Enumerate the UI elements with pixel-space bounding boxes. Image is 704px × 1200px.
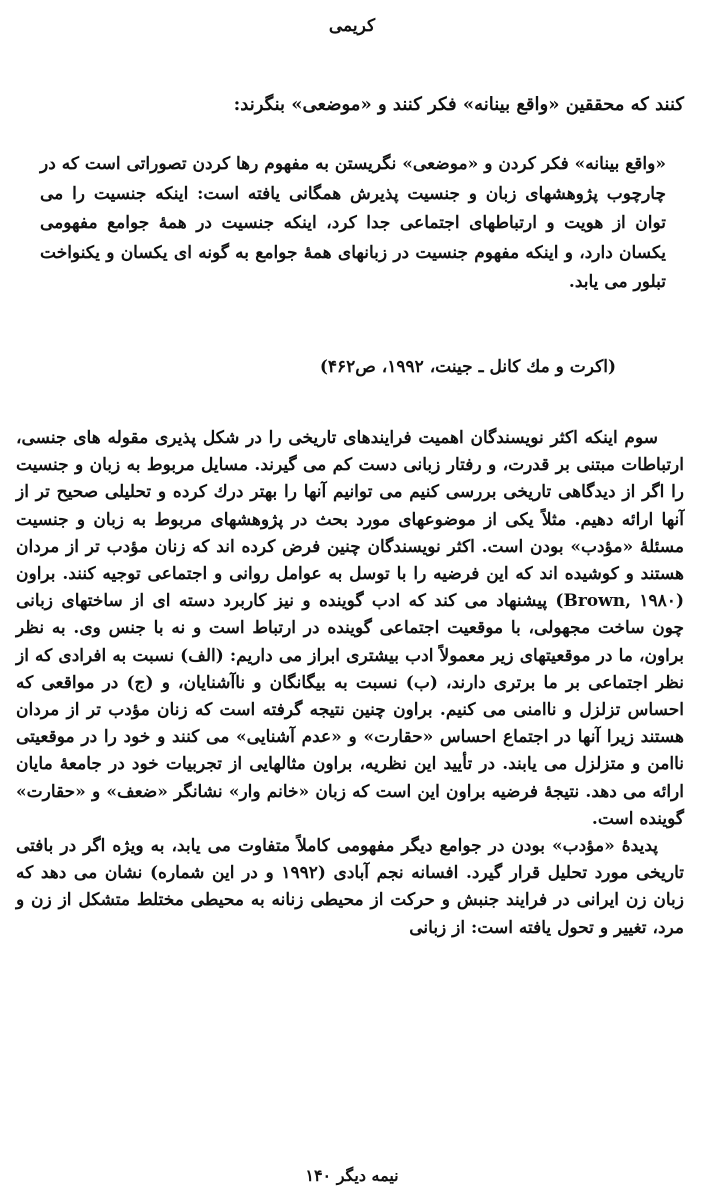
body-text — [16, 425, 684, 942]
intro-line: کنند که محققین «واقع بینانه» فکر کنند و «موضعی» بنگرند: — [233, 94, 684, 115]
paragraph: سوم اینکه اکثر نویسندگان اهمیت فرایندهای تاریخی را در شکل پذیری مقوله های جنسی، ارتباطات مبتنی بر قدرت، و رفتار زبانی دست کم می گیرند. مسایل مربوط به زبان و جنسیت را اگر از دیدگاهی تاریخی بررسی کنیم می توانیم آنها را بهتر درك کرده و تحلیلی صحیح تر از آنها ارائه دهیم. مثلاً یکی از موضوعهای مورد بحث در پژوهشهای مربوط به زبان و جنسیت مسئلهٔ «مؤدب» بودن است. اکثر نویسندگان چنین فرض کرده اند که زنان مؤدب تر از مردان هستند و کوشیده اند که این فرضیه را با توسل به عوامل روانی و اجتماعی توجیه کنند. براون (Brown, ۱۹۸۰) پیشنهاد می کند که ادب گوینده و نیز کاربرد دسته ای از ساختهای زبانی چون ساخت مجهولی، با موقعیت اجتماعی گوینده در ارتباط است و نه با جنس وی. به نظر براون، ما در موقعیتهای زیر معمولاً ادب بیشتری ابراز می داریم: (الف) نسبت به افرادی که از نظر اجتماعی بر ما برتری دارند، (ب) نسبت به بیگانگان و ناآشنایان، و (ج) در مواقعی که احساس تزلزل و ناامنی می کنیم. براون چنین نتیجه گرفته است که زنان مؤدب تر از مردان هستند زیرا آنها در اجتماع احساس «حقارت» و «عدم آشنایی» می کنند و خود را در موقعیتی ناامن و متزلزل می یابند. در تأیید این نظریه، براون مثالهایی از تجربیات خود در جامعهٔ مایان ارائه می دهد. نتیجهٔ فرضیه براون این است که زبان «خانم وار» نشانگر «ضعف» و «حقارت» گوینده است. — [16, 428, 684, 829]
page-footer: نیمه دیگر ۱۴۰ — [305, 1166, 399, 1185]
running-head: کریمی — [328, 16, 376, 36]
paragraph: پدیدهٔ «مؤدب» بودن در جوامع دیگر مفهومی کاملاً متفاوت می یابد، به ویژه اگر در بافتی تاریخی مورد تحلیل قرار گیرد. افسانه نجم آبادی (۱۹۹۲ و در این شماره) نشان می دهد که زبان زن ایرانی در فرایند جنبش و حرکت از محیطی زنانه به محیطی مختلط متشکل از زن و مرد، تغییر و تحول یافته است: از زبانی — [16, 836, 684, 938]
block-quote: «واقع بینانه» فکر کردن و «موضعی» نگریستن به مفهوم رها کردن تصوراتی است که در چارچوب پژوهشهای زبان و جنسیت پذیرش همگانی یافته است: اینکه جنسیت را می توان از هویت و ارتباطهای اجتماعی جدا کرد، اینکه جنسیت در همهٔ جوامع مفهومی یکسان دارد، و اینکه مفهوم جنسیت در زبانهای همهٔ جوامع به گونه ای یکسان و یکنواخت تبلور می یابد. — [40, 154, 666, 292]
quote-citation: (اکرت و مك کانل ـ جینت، ۱۹۹۲، ص۴۶۲) — [319, 357, 616, 377]
